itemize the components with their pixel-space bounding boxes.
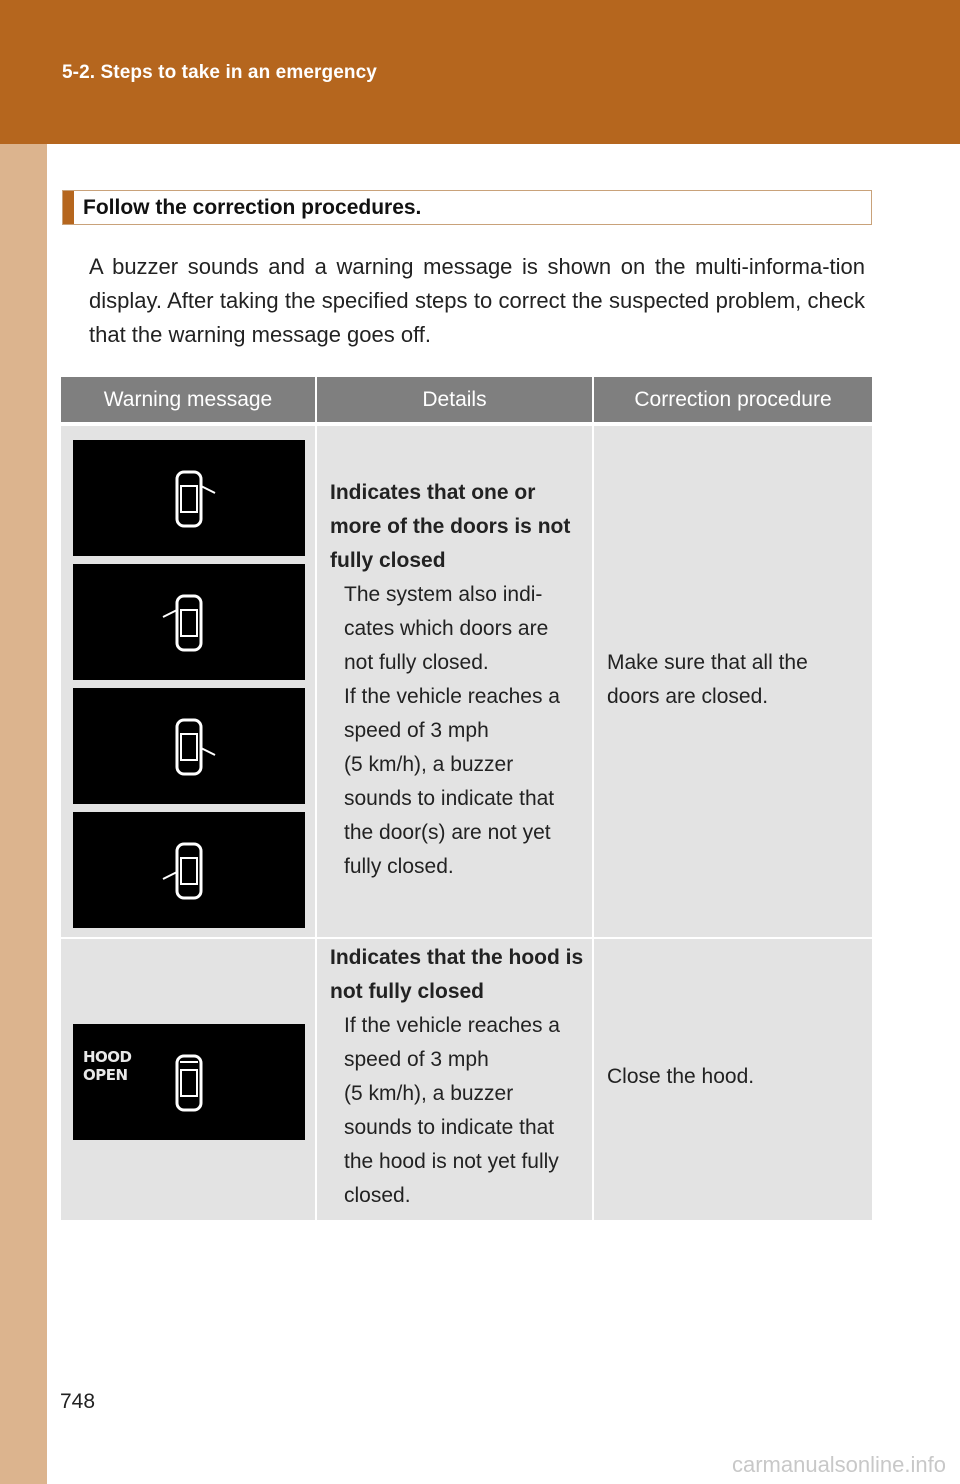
column-header-correction: Correction procedure — [634, 387, 832, 411]
column-header-warning-message: Warning message — [61, 377, 317, 422]
left-margin-strip — [0, 144, 47, 1484]
procedure-line: Close the hood. — [607, 1065, 755, 1088]
detail-lead: not fully closed — [330, 980, 485, 1003]
detail-sub: The system also indi- — [344, 583, 543, 606]
hood-open-car-icon — [73, 1024, 305, 1140]
details-cell — [317, 939, 594, 1220]
page-number: 748 — [60, 1390, 96, 1413]
detail-sub: speed of 3 mph — [344, 719, 489, 742]
detail-sub: the hood is not yet fully — [344, 1150, 559, 1173]
procedure-heading — [62, 190, 872, 225]
detail-lead: Indicates that the hood is — [330, 946, 584, 969]
watermark: carmanualsonline.info — [731, 1452, 946, 1477]
warning-table — [61, 377, 872, 1220]
column-header-details: Details — [317, 377, 594, 422]
door-rear-left-open-icon — [73, 812, 305, 928]
procedure-line: doors are closed. — [607, 685, 769, 708]
table-row-door — [61, 424, 872, 937]
detail-lead: more of the doors is not — [330, 515, 571, 538]
detail-sub: not fully closed. — [344, 651, 489, 674]
detail-sub: sounds to indicate that — [344, 1116, 555, 1139]
door-rear-right-open-icon — [73, 688, 305, 804]
correction-cell — [594, 939, 872, 1220]
door-front-left-open-icon — [73, 564, 305, 680]
detail-sub: If the vehicle reaches a — [344, 685, 560, 708]
detail-sub: the door(s) are not yet — [344, 821, 551, 844]
detail-lead: Indicates that one or — [330, 481, 536, 504]
hood-details — [330, 941, 583, 1213]
correction-cell — [594, 426, 872, 937]
detail-sub: closed. — [344, 1184, 411, 1207]
detail-sub: speed of 3 mph — [344, 1048, 489, 1071]
detail-sub: fully closed. — [344, 855, 454, 878]
detail-lead: fully closed — [330, 549, 446, 572]
door-procedure — [607, 646, 857, 714]
details-cell — [317, 426, 594, 937]
detail-sub: (5 km/h), a buzzer — [344, 753, 514, 776]
section-title: 5-2. Steps to take in an emergency — [62, 62, 377, 83]
procedure-line: Make sure that all the — [607, 651, 808, 674]
table-row-hood — [61, 937, 872, 1220]
detail-sub: (5 km/h), a buzzer — [344, 1082, 514, 1105]
warning-message-cell — [61, 426, 317, 937]
detail-sub: cates which doors are — [344, 617, 549, 640]
door-front-right-open-icon — [73, 440, 305, 556]
heading-accent-bar — [63, 191, 74, 224]
heading-text: Follow the correction procedures. — [83, 196, 422, 219]
intro-paragraph: A buzzer sounds and a warning message is shown on the multi-informa-tion display. After taking the specified steps to correct the suspected problem, check that the warning message goes off. — [89, 254, 865, 347]
door-details — [330, 476, 570, 884]
detail-sub: If the vehicle reaches a — [344, 1014, 560, 1037]
warning-message-cell — [61, 939, 317, 1220]
table-header-row — [61, 377, 872, 422]
detail-sub: sounds to indicate that — [344, 787, 555, 810]
hood-procedure — [607, 1060, 857, 1094]
hood-open-screen-text: HOOD OPEN — [83, 1048, 132, 1084]
